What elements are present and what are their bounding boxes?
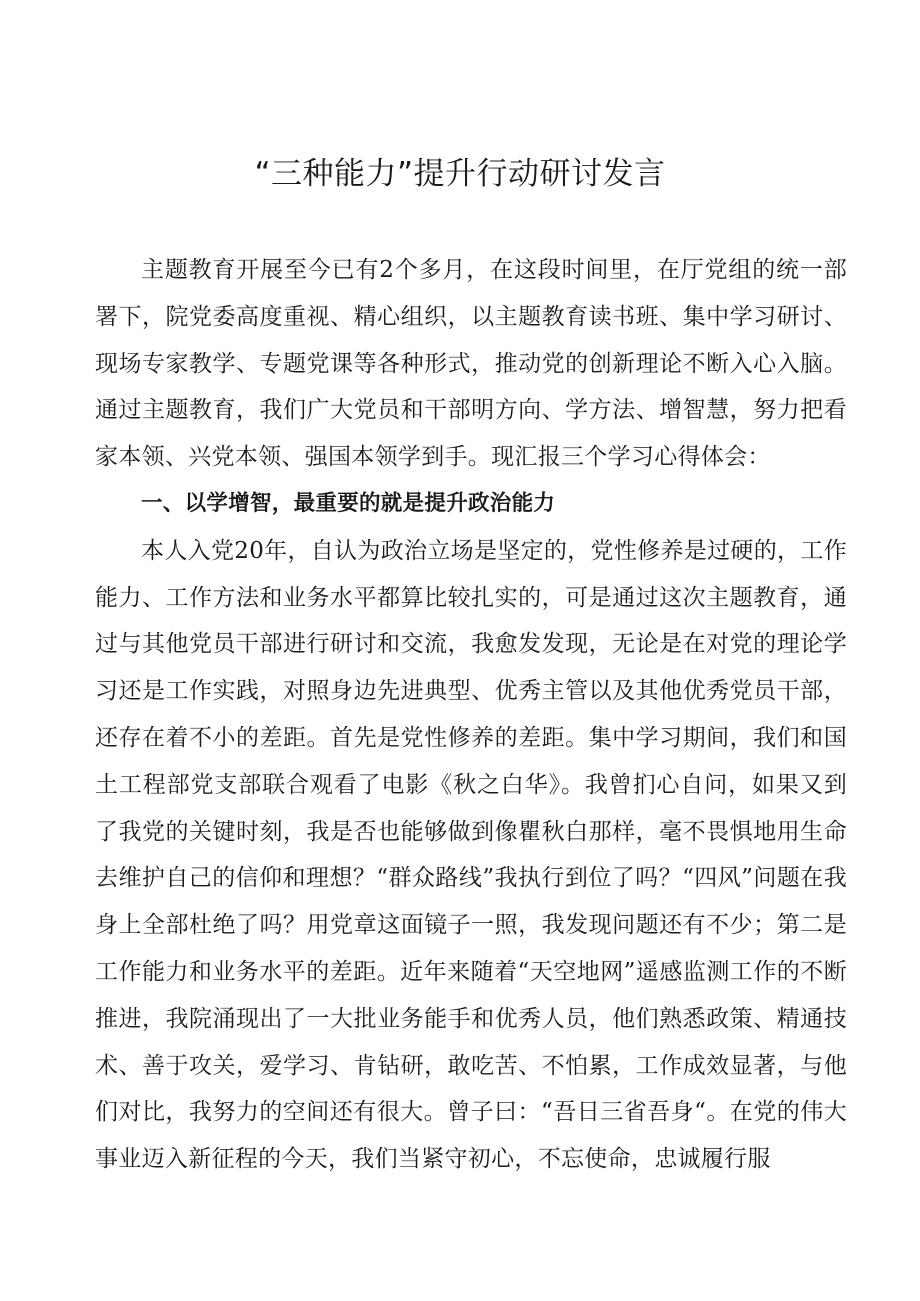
document-body [95, 247, 847, 1183]
document-title: “三种能力”提升行动研讨发言 [254, 156, 666, 192]
intro-paragraph: 主题教育开展至今已有2个多月，在这段时间里，在厅党组的统一部署下，院党委高度重视、精心组织，以主题教育读书班、集中学习研讨、现场专家教学、专题党课等各种形式，推动党的创新理论不断入心入脑。通过主题教育，我们广大党员和干部明方向、学方法、增智慧，努力把看家本领、兴党本领、强国本领学到手。现汇报三个学习心得体会： [95, 257, 847, 471]
section-paragraph: 本人入党20年，自认为政治立场是坚定的，党性修养是过硬的，工作能力、工作方法和业务水平都算比较扎实的，可是通过这次主题教育，通过与其他党员干部进行研讨和交流，我愈发发现，无论是在对党的理论学习还是工作实践，对照身边先进典型、优秀主管以及其他优秀党员干部，还存在着不小的差距。首先是党性修养的差距。集中学习期间，我们和国土工程部党支部联合观看了电影《秋之白华》。我曾扪心自问，如果又到了我党的关键时刻，我是否也能够做到像瞿秋白那样，毫不畏惧地用生命去维护自己的信仰和理想？“群众路线”我执行到位了吗？“四风”问题在我身上全部杜绝了吗？用党章这面镜子一照，我发现问题还有不少；第二是工作能力和业务水平的差距。近年来随着“天空地网”遥感监测工作的不断推进，我院涌现出了一大批业务能手和优秀人员，他们熟悉政策、精通技术、善于攻关，爱学习、肯钻研，敢吃苦、不怕累，工作成效显著，与他们对比，我努力的空间还有很大。曾子曰：“吾日三省吾身“。在党的伟大事业迈入新征程的今天，我们当紧守初心，不忘使命，忠诚履行服 [95, 537, 847, 1173]
section-heading: 一、以学增智，最重要的就是提升政治能力 [141, 490, 556, 516]
